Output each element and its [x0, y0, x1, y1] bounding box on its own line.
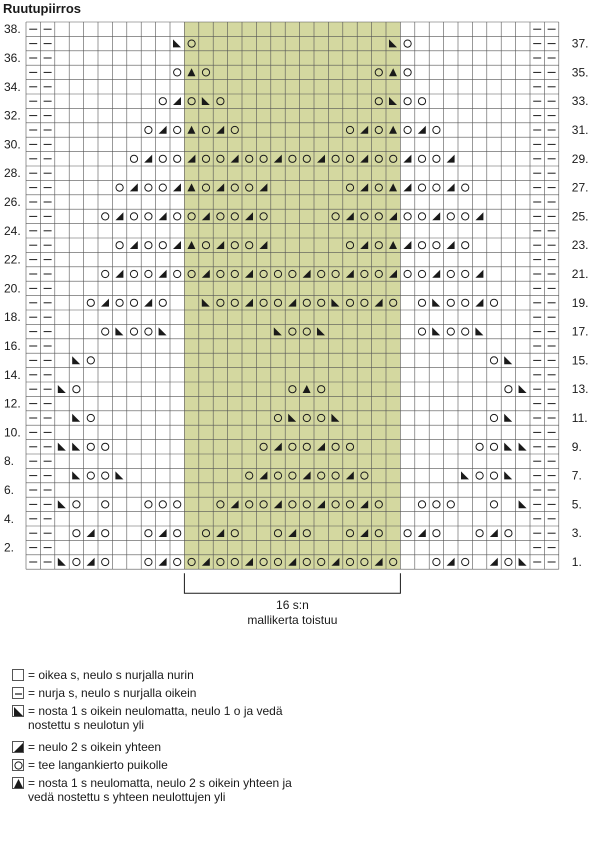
yarn-over-mark	[102, 530, 109, 537]
yarn-over-mark	[404, 69, 411, 76]
row-label-left: 14.	[4, 367, 21, 382]
yarn-over-mark	[73, 530, 80, 537]
yarn-over-mark	[130, 328, 137, 335]
row-label-right: 5.	[571, 497, 582, 512]
skpo-mark	[58, 443, 66, 451]
row-label-left: 12.	[4, 396, 21, 411]
row-label-right: 25.	[571, 209, 589, 224]
row-label-right: 27.	[571, 180, 589, 195]
row-label-left: 22.	[4, 252, 21, 267]
row-label-right: 3.	[571, 526, 582, 541]
row-label-left: 30.	[4, 137, 21, 152]
k2tog-mark	[144, 155, 152, 163]
k2tog-triangle-icon	[12, 741, 24, 753]
k2tog-mark	[447, 558, 455, 566]
yarn-over-mark	[447, 213, 454, 220]
row-label-right: 33.	[571, 94, 589, 109]
skpo-mark	[432, 327, 440, 335]
yarn-over-mark	[433, 558, 440, 565]
yarn-over-mark	[174, 69, 181, 76]
yarn-over-mark	[490, 299, 497, 306]
row-label-right: 29.	[571, 151, 589, 166]
double-decrease-icon	[12, 777, 24, 789]
yarn-over-mark	[174, 501, 181, 508]
legend-item-k2tog	[12, 740, 312, 758]
k2tog-mark	[432, 270, 440, 278]
yarn-over-mark	[462, 213, 469, 220]
k2tog-mark	[447, 155, 455, 163]
yarn-over-mark	[505, 530, 512, 537]
skpo-mark	[519, 385, 527, 393]
yarn-over-mark	[433, 155, 440, 162]
k2tog-mark	[87, 529, 95, 537]
yarn-over-mark	[404, 530, 411, 537]
yarn-over-mark	[102, 558, 109, 565]
yarn-over-mark	[433, 242, 440, 249]
yarn-over-mark	[433, 501, 440, 508]
skpo-mark	[519, 443, 527, 451]
legend-text-dd: = nosta 1 s neulomatta, neulo 2 s oikein yhteen ja vedä nostettu s yhteen neulottujen yli	[28, 776, 292, 804]
yarn-over-mark	[174, 213, 181, 220]
skpo-mark	[159, 327, 167, 335]
row-label-left: 6.	[4, 483, 15, 497]
yarn-over-mark	[102, 443, 109, 450]
yarn-over-mark	[490, 501, 497, 508]
yarn-over-mark	[447, 328, 454, 335]
row-label-right: 23.	[571, 238, 589, 253]
k2tog-mark	[173, 97, 181, 105]
yarn-over-mark	[102, 270, 109, 277]
skpo-mark	[504, 356, 512, 364]
repeat-bracket	[184, 573, 400, 593]
skpo-mark	[461, 471, 469, 479]
yarn-over-mark	[418, 299, 425, 306]
skpo-mark	[519, 558, 527, 566]
row-label-left: 18.	[4, 310, 21, 325]
yarn-over-mark	[87, 357, 94, 364]
row-label-left: 34.	[4, 79, 21, 94]
row-label-right: 37.	[571, 36, 589, 51]
yarn-over-mark	[462, 299, 469, 306]
row-label-right: 11.	[571, 411, 588, 425]
yarn-over-mark	[505, 386, 512, 393]
yarn-over-mark	[159, 184, 166, 191]
skpo-mark	[72, 356, 80, 364]
legend-item-knit	[12, 668, 312, 686]
yarn-over-mark	[116, 184, 123, 191]
yarn-over-mark	[145, 126, 152, 133]
yarn-over-mark	[174, 270, 181, 277]
yarn-over-mark	[145, 184, 152, 191]
yarn-over-mark	[462, 328, 469, 335]
yarn-over-mark	[116, 299, 123, 306]
skpo-mark	[475, 327, 483, 335]
yarn-over-mark	[418, 98, 425, 105]
yarn-over-mark	[447, 299, 454, 306]
skpo-mark	[58, 500, 66, 508]
row-label-left: 4.	[4, 511, 15, 526]
row-label-left: 24.	[4, 223, 21, 238]
yarn-over-mark	[102, 213, 109, 220]
repeat-label-line2: mallikerta toistuu	[247, 613, 338, 628]
row-label-left: 26.	[4, 195, 21, 209]
yarn-over-mark	[130, 213, 137, 220]
yarn-over-mark	[476, 472, 483, 479]
k2tog-mark	[130, 183, 138, 191]
skpo-mark	[72, 414, 80, 422]
row-label-left: 8.	[4, 454, 15, 469]
yarn-over-mark	[130, 299, 137, 306]
yarn-over-mark	[145, 213, 152, 220]
yarn-over-mark	[145, 501, 152, 508]
yarn-over-mark	[418, 242, 425, 249]
skpo-mark	[58, 385, 66, 393]
k2tog-mark	[475, 299, 483, 307]
skpo-mark	[115, 471, 123, 479]
yarn-over-mark	[433, 126, 440, 133]
yarn-over-mark	[418, 270, 425, 277]
k2tog-mark	[447, 183, 455, 191]
yarn-over-mark	[73, 558, 80, 565]
yarn-over-mark	[130, 270, 137, 277]
yarn-over-mark	[433, 530, 440, 537]
k2tog-mark	[159, 212, 167, 220]
k2tog-mark	[144, 299, 152, 307]
repeat-label-line1: 16 s:n	[276, 598, 309, 613]
row-label-right: 31.	[571, 123, 589, 137]
yarn-over-mark	[433, 184, 440, 191]
yarn-over-mark	[174, 155, 181, 162]
yarn-over-mark	[87, 299, 94, 306]
yarn-over-mark	[490, 472, 497, 479]
yarn-over-mark	[418, 184, 425, 191]
k2tog-mark	[115, 270, 123, 278]
yarn-over-mark	[462, 558, 469, 565]
legend-text-yo: = tee langankierto puikolle	[28, 758, 168, 772]
row-label-left: 28.	[4, 166, 21, 181]
yarn-over-mark	[130, 155, 137, 162]
legend-item-yo	[12, 758, 312, 776]
row-label-left: 38.	[4, 22, 21, 37]
row-label-left: 2.	[4, 540, 15, 555]
row-label-right: 19.	[571, 295, 589, 310]
legend-text-k2tog: = neulo 2 s oikein yhteen	[28, 740, 162, 754]
yarn-over-mark	[174, 558, 181, 565]
yarn-over-mark	[447, 501, 454, 508]
yarn-over-circle-icon	[12, 759, 24, 771]
legend-item-purl	[12, 686, 312, 704]
skpo-mark	[432, 299, 440, 307]
k2tog-mark	[173, 183, 181, 191]
yarn-over-mark	[145, 270, 152, 277]
k2tog-mark	[159, 126, 167, 134]
yarn-over-mark	[159, 299, 166, 306]
skpo-mark	[504, 443, 512, 451]
yarn-over-mark	[116, 242, 123, 249]
legend	[12, 668, 312, 828]
yarn-over-mark	[159, 501, 166, 508]
row-label-left: 16.	[4, 339, 21, 353]
yarn-over-mark	[145, 530, 152, 537]
skpo-mark	[519, 500, 527, 508]
k2tog-mark	[87, 558, 95, 566]
yarn-over-mark	[145, 242, 152, 249]
yarn-over-mark	[490, 414, 497, 421]
yarn-over-mark	[174, 126, 181, 133]
yarn-over-mark	[490, 443, 497, 450]
k2tog-mark	[490, 558, 498, 566]
yarn-over-mark	[73, 386, 80, 393]
yarn-over-mark	[505, 558, 512, 565]
row-label-right: 9.	[571, 439, 582, 454]
legend-item-dd	[12, 776, 312, 828]
yarn-over-mark	[462, 184, 469, 191]
row-label-right: 7.	[571, 468, 582, 483]
k2tog-mark	[418, 126, 426, 134]
k2tog-mark	[447, 241, 455, 249]
yarn-over-mark	[404, 126, 411, 133]
skpo-mark	[504, 471, 512, 479]
skpo-mark	[72, 471, 80, 479]
yarn-over-mark	[145, 558, 152, 565]
row-label-left: 10.	[4, 425, 21, 440]
yarn-over-mark	[418, 155, 425, 162]
yarn-over-mark	[476, 443, 483, 450]
k2tog-mark	[159, 558, 167, 566]
yarn-over-mark	[159, 242, 166, 249]
yarn-over-mark	[418, 501, 425, 508]
yarn-over-mark	[174, 530, 181, 537]
yarn-over-mark	[404, 213, 411, 220]
skpo-triangle-icon	[12, 705, 24, 717]
yarn-over-mark	[462, 270, 469, 277]
yarn-over-mark	[102, 501, 109, 508]
k2tog-mark	[130, 241, 138, 249]
row-label-left: 32.	[4, 108, 21, 123]
skpo-mark	[115, 327, 123, 335]
skpo-mark	[72, 443, 80, 451]
yarn-over-mark	[404, 40, 411, 47]
yarn-over-mark	[418, 213, 425, 220]
skpo-mark	[173, 39, 181, 47]
legend-text-knit: = oikea s, neulo s nurjalla nurin	[28, 668, 194, 682]
yarn-over-mark	[73, 501, 80, 508]
skpo-mark	[504, 414, 512, 422]
yarn-over-mark	[404, 98, 411, 105]
yarn-over-mark	[418, 328, 425, 335]
yarn-over-mark	[87, 443, 94, 450]
yarn-over-mark	[159, 98, 166, 105]
yarn-over-mark	[462, 242, 469, 249]
legend-text-skpo: = nosta 1 s oikein neulomatta, neulo 1 o ja vedä nostettu s neulotun yli	[28, 704, 283, 732]
yarn-over-mark	[87, 414, 94, 421]
yarn-over-mark	[490, 357, 497, 364]
yarn-over-mark	[87, 472, 94, 479]
chart-title: Ruutupiirros	[3, 1, 81, 16]
k2tog-mark	[475, 212, 483, 220]
row-label-right: 13.	[571, 382, 589, 397]
row-label-right: 1.	[571, 555, 582, 569]
k2tog-mark	[490, 529, 498, 537]
k2tog-mark	[403, 183, 411, 191]
k2tog-mark	[432, 212, 440, 220]
row-label-right: 15.	[571, 353, 589, 368]
row-label-right: 35.	[571, 65, 589, 80]
legend-item-skpo	[12, 704, 312, 740]
purl-dash-icon	[12, 687, 24, 699]
k2tog-mark	[403, 155, 411, 163]
k2tog-mark	[159, 529, 167, 537]
yarn-over-mark	[159, 155, 166, 162]
row-label-right: 21.	[571, 267, 589, 281]
yarn-over-mark	[476, 530, 483, 537]
k2tog-mark	[403, 241, 411, 249]
yarn-over-mark	[102, 328, 109, 335]
k2tog-mark	[418, 529, 426, 537]
k2tog-mark	[159, 270, 167, 278]
k2tog-mark	[115, 212, 123, 220]
yarn-over-mark	[102, 472, 109, 479]
yarn-over-mark	[447, 270, 454, 277]
row-label-left: 20.	[4, 281, 21, 296]
yarn-over-mark	[145, 328, 152, 335]
k2tog-mark	[101, 299, 109, 307]
k2tog-mark	[173, 241, 181, 249]
legend-text-purl: = nurja s, neulo s nurjalla oikein	[28, 686, 197, 700]
row-label-right: 17.	[571, 324, 589, 339]
empty-square-icon	[12, 669, 24, 681]
skpo-mark	[58, 558, 66, 566]
yarn-over-mark	[404, 270, 411, 277]
k2tog-mark	[475, 270, 483, 278]
row-label-left: 36.	[4, 51, 21, 65]
